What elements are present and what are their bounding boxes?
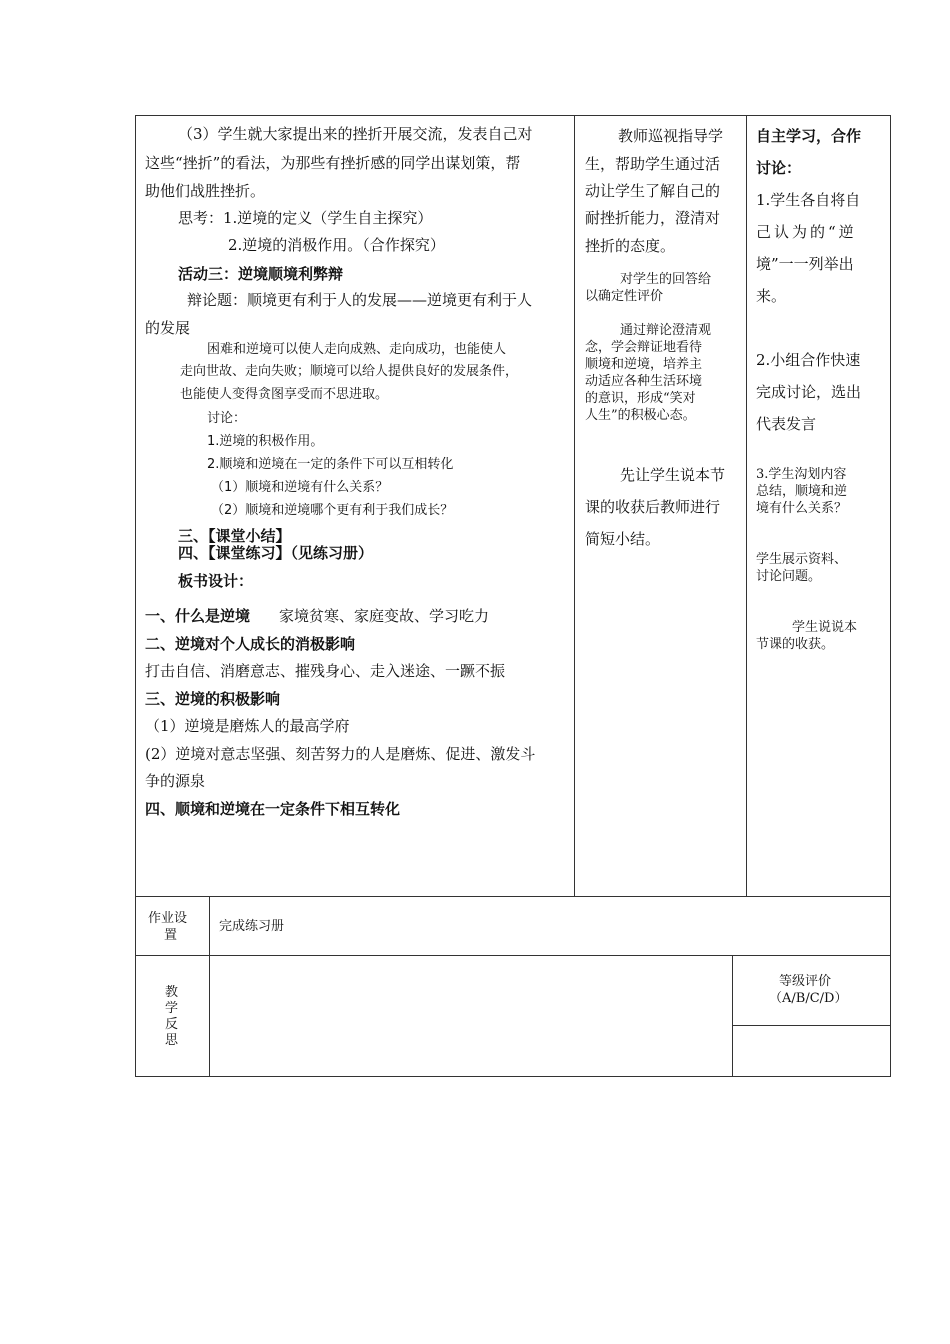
grade-label: 等级评价 (779, 974, 832, 989)
board-design-heading: 板书设计： (178, 572, 254, 590)
student-text: 境有什么关系？ (756, 501, 848, 516)
homework-label: 置 (164, 928, 178, 943)
paragraph-line: （3）学生就大家提出来的挫折开展交流，发表自己对 (178, 125, 533, 143)
student-text: 节课的收获。 (756, 637, 835, 652)
board-item-text: 争的源泉 (145, 772, 206, 790)
student-text: 总结，顺境和逆 (756, 484, 848, 499)
activity-heading: 活动三：逆境顺境利弊辩 (178, 265, 344, 283)
board-item-text: (2）逆境对意志坚强、刻苦努力的人是磨炼、促进、激发斗 (145, 745, 536, 763)
discussion-subitem: （2）顺境和逆境哪个更有利于我们成长？ (211, 503, 454, 518)
board-item-heading: 二、逆境对个人成长的消极影响 (145, 635, 356, 653)
student-text: 完成讨论，选出 (756, 383, 862, 401)
paragraph-line: 助他们战胜挫折。 (145, 182, 266, 200)
teacher-text: 以确定性评价 (585, 289, 664, 304)
col-divider-1 (574, 115, 575, 897)
think-line-2: 2.逆境的消极作用。（合作探究） (228, 236, 445, 254)
discussion-item: 2.顺境和逆境在一定的条件下可以互相转化 (207, 457, 454, 472)
think-line-1: 思考：1.逆境的定义（学生自主探究） (178, 209, 433, 227)
student-text: 来。 (756, 287, 787, 305)
table-border-right (890, 115, 891, 1077)
board-item-text: 打击自信、消磨意志、摧残身心、走入迷途、一蹶不振 (145, 662, 506, 680)
grade-options: （A/B/C/D） (769, 991, 848, 1006)
teacher-text: 人生”的积极心态。 (585, 408, 696, 423)
student-text: 2.小组合作快速 (756, 351, 861, 369)
teacher-text: 对学生的回答给 (620, 272, 712, 287)
teacher-text: 的意识，形成“笑对 (585, 391, 696, 406)
homework-label: 作业设 (148, 911, 188, 926)
practice-heading: 四、【课堂练习】（见练习册） (178, 544, 374, 562)
discussion-item: 1.逆境的积极作用。 (207, 434, 324, 449)
teacher-text: 挫折的态度。 (585, 237, 676, 255)
teacher-text: 念，学会辩证地看待 (585, 340, 703, 355)
debate-paragraph-line: 也能使人变得贪图享受而不思进取。 (180, 387, 389, 402)
teacher-text: 动适应各种生活环境 (585, 374, 703, 389)
reflection-label-char: 反 (165, 1017, 179, 1032)
teacher-text: 简短小结。 (585, 530, 661, 548)
discussion-label: 讨论： (207, 411, 247, 426)
summary-heading: 三、【课堂小结】 (178, 527, 291, 545)
table-border-left (135, 115, 136, 1077)
student-text: 学生说说本 (792, 620, 858, 635)
student-text: 代表发言 (756, 415, 817, 433)
teacher-text: 动让学生了解自己的 (585, 182, 721, 200)
reflection-label-char: 思 (165, 1033, 179, 1048)
reflection-label-char: 教 (165, 985, 179, 1000)
student-text: 讨论问题。 (756, 569, 822, 584)
teacher-text: 耐挫折能力，澄清对 (585, 209, 721, 227)
reflection-content-area[interactable] (210, 956, 732, 1076)
student-text: 学生展示资料、 (756, 552, 848, 567)
board-item-heading: 三、逆境的积极影响 (145, 690, 281, 708)
teacher-text: 先让学生说本节 (620, 466, 726, 484)
student-text: 境”一一列举出 (756, 255, 854, 273)
board-item-text: 家境贫寒、家庭变故、学习吃力 (279, 607, 490, 625)
homework-content: 完成练习册 (219, 919, 285, 934)
teacher-text: 课的收获后教师进行 (585, 498, 721, 516)
grade-input-area[interactable] (733, 1026, 890, 1076)
row-divider-homework (135, 896, 891, 897)
board-item-heading: 一、什么是逆境 (145, 607, 251, 625)
debate-paragraph-line: 困难和逆境可以使人走向成熟、走向成功，也能使人 (207, 342, 507, 357)
student-heading: 讨论： (756, 159, 802, 177)
student-text: 1.学生各自将自 (756, 191, 861, 209)
teacher-text: 生，帮助学生通过活 (585, 155, 721, 173)
col-divider-2 (746, 115, 747, 897)
board-item-heading: 四、顺境和逆境在一定条件下相互转化 (145, 800, 401, 818)
debate-paragraph-line: 走向世故、走向失败；顺境可以给人提供良好的发展条件， (180, 364, 519, 379)
board-item-text: （1）逆境是磨炼人的最高学府 (145, 717, 350, 735)
discussion-subitem: （1）顺境和逆境有什么关系？ (211, 480, 389, 495)
reflection-label-char: 学 (165, 1001, 179, 1016)
teacher-text: 顺境和逆境，培养主 (585, 357, 703, 372)
teacher-text: 通过辩论澄清观 (620, 323, 712, 338)
student-text: 己认为的“逆 (756, 223, 857, 241)
student-heading: 自主学习，合作 (756, 127, 862, 145)
teacher-text: 教师巡视指导学 (618, 127, 724, 145)
table-border-bottom (135, 1076, 891, 1077)
debate-line-1: 辩论题：顺境更有利于人的发展——逆境更有利于人 (187, 291, 533, 309)
debate-line-2: 的发展 (145, 319, 191, 337)
table-border-top (135, 115, 891, 116)
student-text: 3.学生沟划内容 (756, 467, 847, 482)
paragraph-line: 这些“挫折”的看法，为那些有挫折感的同学出谋划策，帮 (145, 154, 521, 172)
